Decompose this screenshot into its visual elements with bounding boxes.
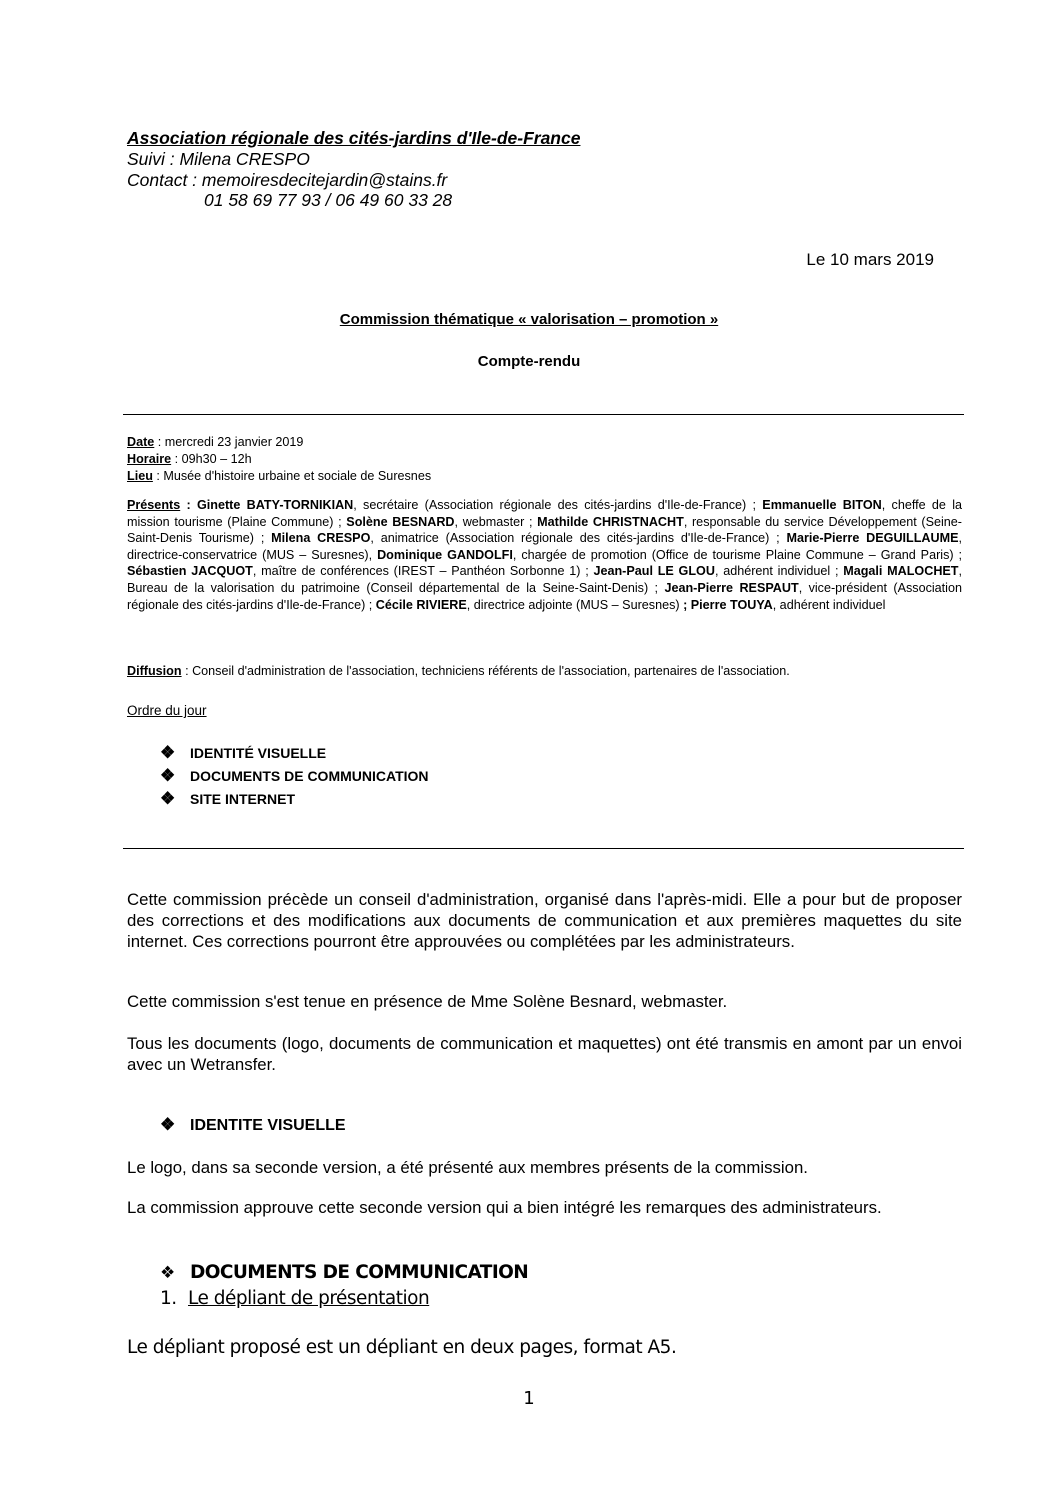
document-title: Commission thématique « valorisation – promotion » [339,311,719,328]
attendee-role: , secrétaire (Association régionale des cités-jardins d'Ile-de-France) ; [353,498,763,512]
attendee-name: Sébastien JACQUOT [127,564,253,579]
attendees-label: Présents [127,498,181,512]
attendee-name: Jean-Paul LE GLOU [593,564,715,579]
meta-lieu-label: Lieu [127,469,153,483]
attendee-role: , maître de conférences (IREST – Panthéon Sorbonne 1) ; [252,564,594,579]
agenda-item-label: IDENTITÉ VISUELLE [190,745,327,761]
organization-name: Association régionale des cités-jardins d'Ile-de-France [127,128,581,148]
divider-top [123,414,964,415]
meta-horaire [127,451,252,468]
meta-date [127,434,303,451]
agenda-item [160,789,295,809]
meta-lieu-value: : Musée d'histoire urbaine et sociale de Suresnes [152,469,432,483]
diamond-bullet-icon: ❖ [160,743,176,762]
attendees-sep: : [180,498,197,512]
meta-date-label: Date [127,435,155,449]
attendee-role: , cheffe de la mission tourisme (Plaine Commune) ; [127,498,962,529]
diamond-bullet-icon: ❖ [160,766,176,785]
header-suivi: Suivi : Milena CRESPO [127,149,310,169]
agenda-item [160,743,326,763]
section-identite-visuelle [160,1115,346,1135]
attendee-name: Marie-Pierre DEGUILLAUME [786,531,959,546]
attendee-role: , adhérent individuel ; [714,564,844,579]
attendee-role: , chargée de promotion (Office de tourisme Plaine Commune – Grand Paris) ; [512,547,963,562]
attendees-paragraph [127,497,962,613]
attendee-name: Pierre TOUYA [690,597,773,612]
attendee-role: , animatrice (Association régionale des cités-jardins d'Ile-de-France) ; [370,531,787,546]
meta-horaire-value: : 09h30 – 12h [171,452,252,466]
divider-bottom [123,848,964,849]
approval-paragraph: La commission approuve cette seconde version qui a bien intégré les remarques des administrateurs. [127,1198,882,1217]
attendee-role: , vice-président (Association régionale des cités-jardins d'Ile-de-France) ; [127,580,962,612]
diamond-bullet-icon: ❖ [160,1115,176,1134]
attendee-name: Dominique GANDOLFI [377,547,513,562]
attendee-name: Jean-Pierre RESPAUT [664,580,799,595]
attendees-sep: ; [683,597,691,612]
diffusion [127,664,790,678]
header-phones: 01 58 69 77 93 / 06 49 60 33 28 [204,190,453,210]
attendee-name: Mathilde CHRISTNACHT [537,514,684,529]
attendee-role: , webmaster ; [454,514,538,529]
logo-paragraph: Le logo, dans sa seconde version, a été présenté aux membres présents de la commission. [127,1158,808,1177]
attendee-role: , responsable du service Développement (Seine-Saint-Denis Tourisme) ; [127,514,962,546]
agenda-item [160,766,429,786]
attendee-name: Ginette BATY-TORNIKIAN [197,498,354,512]
meta-date-value: : mercredi 23 janvier 2019 [154,435,304,449]
subsection-title: Le dépliant de présentation [188,1288,430,1309]
section-documents-communication [160,1262,528,1283]
diamond-bullet-icon: ❖ [160,789,176,808]
documents-paragraph: Tous les documents (logo, documents de communication et maquettes) ont été transmis en amont par un envoi avec un Wetransfer. [127,1034,962,1074]
header-contact: Contact : memoiresdecitejardin@stains.fr [127,170,448,190]
depliant-paragraph: Le dépliant proposé est un dépliant en deux pages, format A5. [127,1337,677,1358]
diffusion-label: Diffusion [127,664,182,678]
attendee-role: , Bureau de la valorisation du patrimoine (Conseil départemental de la Seine-Saint-Denis) ; [127,564,963,595]
section-title: IDENTITE VISUELLE [190,1117,346,1134]
attendee-name: Magali MALOCHET [843,564,959,579]
agenda-item-label: DOCUMENTS DE COMMUNICATION [190,768,429,784]
meta-horaire-label: Horaire [127,452,172,466]
attendee-role: , directrice-conservatrice (MUS – Suresnes), [127,531,963,562]
document-subtitle: Compte-rendu [477,353,581,370]
diffusion-value: : Conseil d'administration de l'association, techniciens référents de l'association, partenaires de l'association. [181,664,790,678]
meta-lieu [127,468,431,485]
attendee-role: , directrice adjointe (MUS – Suresnes) [466,597,684,612]
intro-paragraph: Cette commission précède un conseil d'administration, organisé dans l'après-midi. Elle a pour but de proposer des corrections et des modifications aux documents de communication et aux premières maquettes du site internet. Ces corrections pourront être approuvées ou complétées par les administrateurs. [127,890,962,951]
agenda-item-label: SITE INTERNET [190,791,296,807]
section-title: DOCUMENTS DE COMMUNICATION [190,1262,529,1283]
agenda-heading: Ordre du jour [127,703,207,718]
attendee-name: Solène BESNARD [346,514,455,529]
subsection-number: 1. [160,1288,177,1309]
subsection-depliant [160,1288,429,1309]
document-date: Le 10 mars 2019 [806,250,934,269]
diamond-bullet-icon: ❖ [160,1263,175,1283]
page-number: 1 [523,1388,535,1409]
attendee-name: Cécile RIVIERE [375,597,467,612]
attendee-name: Milena CRESPO [271,531,371,546]
attendee-role: , adhérent individuel [772,597,886,612]
presence-paragraph: Cette commission s'est tenue en présence de Mme Solène Besnard, webmaster. [127,992,728,1011]
attendee-name: Emmanuelle BITON [762,498,882,512]
